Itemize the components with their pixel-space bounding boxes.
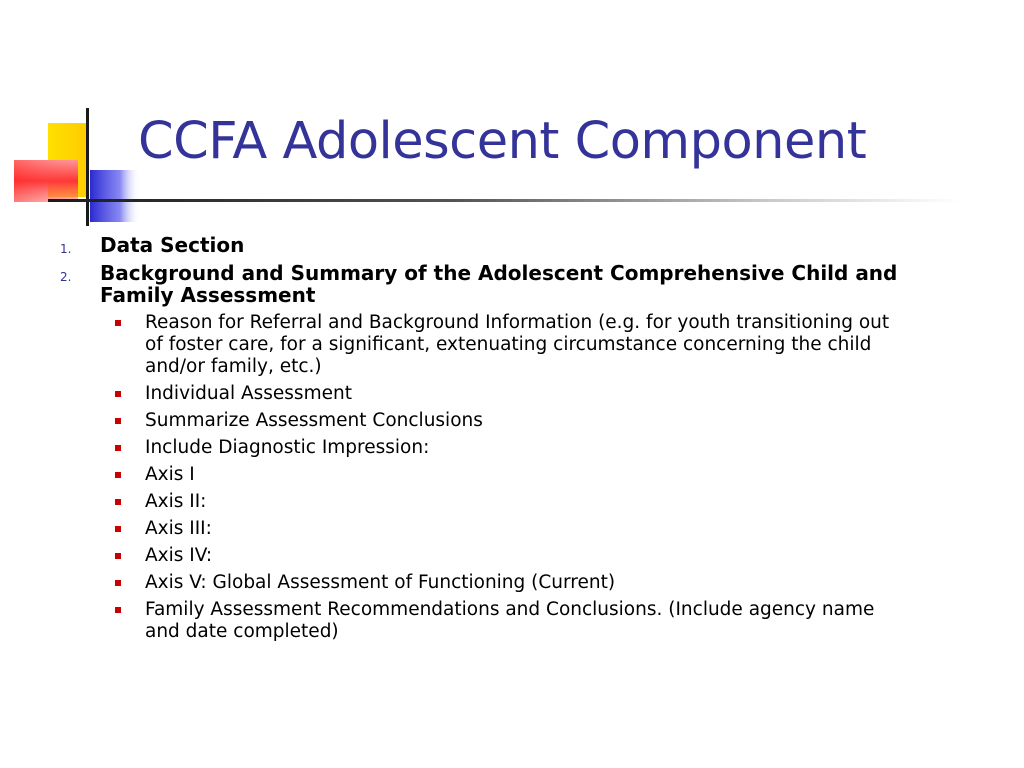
bullet-text: Summarize Assessment Conclusions — [145, 410, 483, 431]
bullet-item — [100, 518, 905, 540]
bullet-text: Axis IV: — [145, 545, 213, 566]
red-square-bullet-icon — [115, 607, 121, 613]
slide-content — [56, 234, 956, 649]
bullet-text: Individual Assessment — [145, 383, 352, 404]
slide-title: CCFA Adolescent Component — [138, 112, 867, 171]
bullet-list — [100, 312, 956, 643]
corner-decoration — [0, 0, 160, 240]
bullet-item — [100, 437, 905, 459]
bullet-text: Axis II: — [145, 491, 207, 512]
title-underline — [48, 199, 960, 202]
bullet-text: Reason for Referral and Background Information (e.g. for youth transitioning out of foster care, for a significant, extenuating circumstance concerning the child and/or family, etc.) — [145, 312, 890, 377]
red-square-bullet-icon — [115, 320, 121, 326]
bullet-text: Family Assessment Recommendations and Conclusions. (Include agency name and date completed) — [145, 599, 875, 642]
bullet-text: Include Diagnostic Impression: — [145, 437, 430, 458]
red-square-bullet-icon — [115, 580, 121, 586]
red-square-bullet-icon — [115, 499, 121, 505]
bullet-item — [100, 491, 905, 513]
bullet-item — [100, 572, 905, 594]
bullet-item — [100, 383, 905, 405]
numbered-list — [56, 234, 956, 643]
red-square-bullet-icon — [115, 553, 121, 559]
bullet-item — [100, 410, 905, 432]
bullet-item — [100, 545, 905, 567]
blue-square — [90, 170, 140, 222]
list-item-text: Data Section — [100, 233, 245, 257]
list-number: 2. — [60, 270, 72, 284]
bullet-item — [100, 312, 905, 378]
red-square-bullet-icon — [115, 526, 121, 532]
red-square-bullet-icon — [115, 418, 121, 424]
red-square-bullet-icon — [115, 445, 121, 451]
bullet-text: Axis III: — [145, 518, 212, 539]
list-item-text: Background and Summary of the Adolescent Comprehensive Child and Family Assessment — [100, 261, 898, 307]
bullet-item — [100, 464, 905, 486]
list-item — [56, 234, 956, 256]
bullet-item — [100, 599, 905, 643]
red-square-bullet-icon — [115, 391, 121, 397]
bullet-text: Axis V: Global Assessment of Functioning (Current) — [145, 572, 616, 593]
red-square-bullet-icon — [115, 472, 121, 478]
bullet-text: Axis I — [145, 464, 195, 485]
list-item — [56, 262, 956, 643]
vertical-line — [86, 108, 89, 226]
list-number: 1. — [60, 242, 72, 256]
